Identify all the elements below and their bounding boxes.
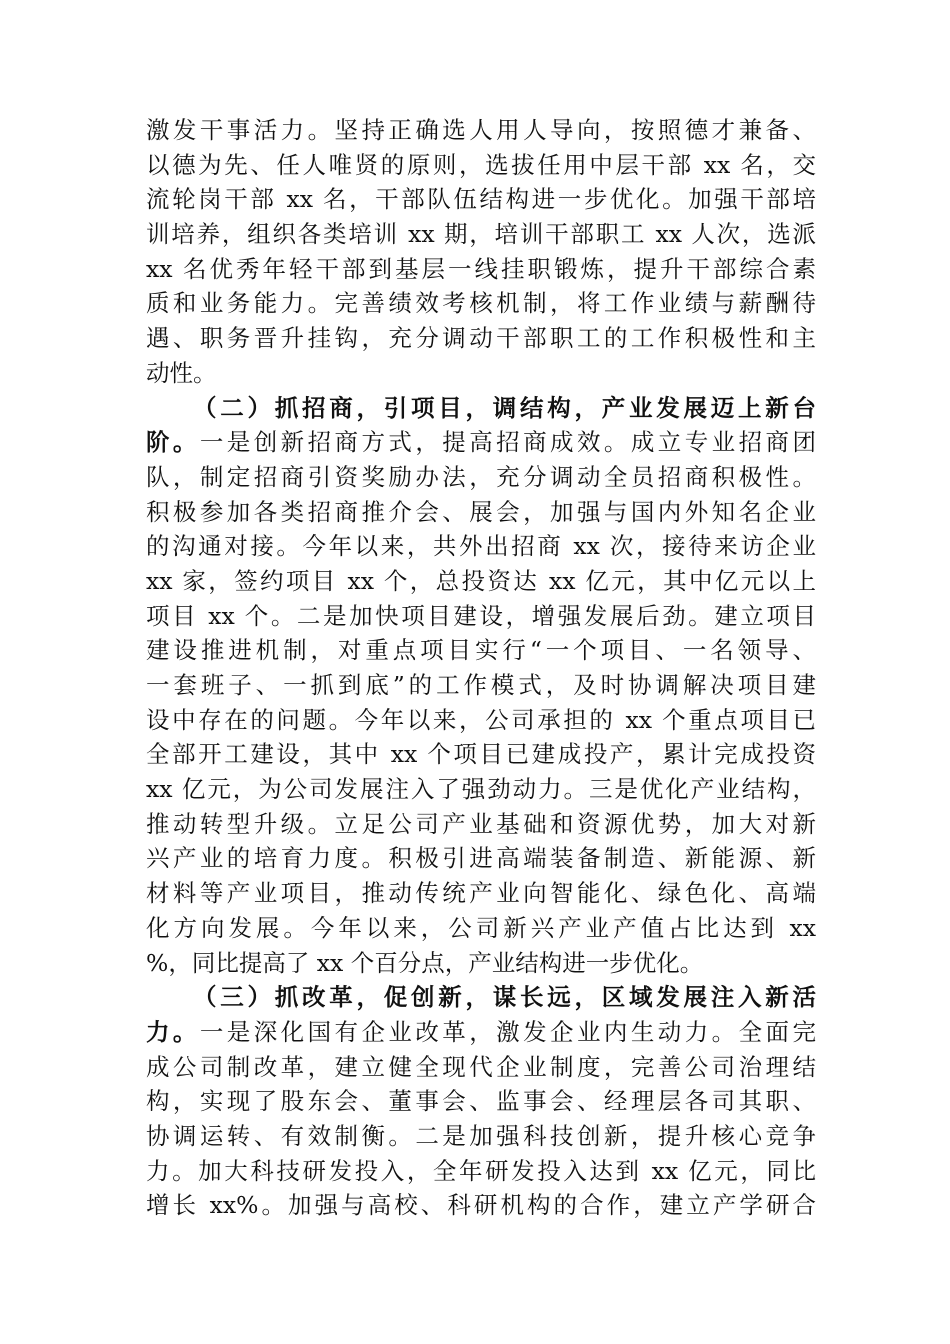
body-line: xx 家，签约项目 xx 个，总投资达 xx 亿元，其中亿元以上 [146,566,816,595]
body-line: 积极参加各类招商推介会、展会，加强与国内外知名企业 [146,497,816,526]
body-line: 质和业务能力。完善绩效考核机制，将工作业绩与薪酬待 [146,289,816,318]
body-line: 激发干事活力。坚持正确选人用人导向，按照德才兼备、 [146,116,816,144]
body-line: 流轮岗干部 xx 名，干部队伍结构进一步优化。加强干部培 [146,185,816,214]
body-line: 队，制定招商引资奖励办法，充分调动全员招商积极性。 [146,462,816,491]
body-line: 设中存在的问题。今年以来，公司承担的 xx 个重点项目已 [146,705,816,734]
body-line: 增长 xx%。加强与高校、科研机构的合作，建立产学研合 [146,1191,816,1220]
body-line: 动性。 [146,358,217,387]
section-heading-3 [146,980,816,1015]
body-line: 化方向发展。今年以来，公司新兴产业产值占比达到 xx [146,913,816,942]
section-heading-text: （二）抓招商，引项目，调结构，产业发展迈上新台 [193,393,816,422]
body-line: 成公司制改革，建立健全现代企业制度，完善公司治理结 [146,1052,816,1081]
body-line: 一套班子、一抓到底”的工作模式，及时协调解决项目建 [146,671,816,699]
body-line: 以德为先、任人唯贤的原则，选拔任用中层干部 xx 名，交 [146,150,816,179]
body-line: %，同比提高了 xx 个百分点，产业结构进一步优化。 [146,948,704,977]
section-heading-2 [146,391,816,426]
body-line: 协调运转、有效制衡。二是加强科技创新，提升核心竞争 [146,1121,816,1150]
body-line: 推动转型升级。立足公司产业基础和资源优势，加大对新 [146,809,816,838]
document-body [146,113,816,1223]
body-line: 训培养，组织各类培训 xx 期，培训干部职工 xx 人次，选派 [146,220,816,249]
body-line [146,1015,816,1050]
body-text: 一是深化国有企业改革，激发企业内生动力。全面完 [199,1017,816,1046]
section-heading-text: （三）抓改革，促创新，谋长远，区域发展注入新活 [193,983,816,1012]
body-line: 全部开工建设，其中 xx 个项目已建成投产，累计完成投资 [146,740,816,769]
body-line [146,425,816,460]
body-line: xx 名优秀年轻干部到基层一线挂职锻炼，提升干部综合素 [146,254,816,283]
body-line: 力。加大科技研发投入，全年研发投入达到 xx 亿元，同比 [146,1156,816,1185]
body-line: 的沟通对接。今年以来，共外出招商 xx 次，接待来访企业 [146,532,816,561]
body-text: 一是创新招商方式，提高招商成效。成立专业招商团 [199,428,816,457]
body-line: 建设推进机制，对重点项目实行“一个项目、一名领导、 [146,636,816,665]
body-line: 兴产业的培育力度。积极引进高端装备制造、新能源、新 [146,844,816,873]
section-heading-text: 阶。 [146,428,200,457]
body-line: 项目 xx 个。二是加快项目建设，增强发展后劲。建立项目 [146,601,816,630]
body-line: 构，实现了股东会、董事会、监事会、经理层各司其职、 [146,1087,816,1116]
section-heading-text: 力。 [146,1017,200,1046]
body-line: xx 亿元，为公司发展注入了强劲动力。三是优化产业结构， [146,775,816,804]
body-line: 遇、职务晋升挂钩，充分调动干部职工的工作积极性和主 [146,324,816,353]
body-line: 材料等产业项目，推动传统产业向智能化、绿色化、高端 [146,879,816,908]
